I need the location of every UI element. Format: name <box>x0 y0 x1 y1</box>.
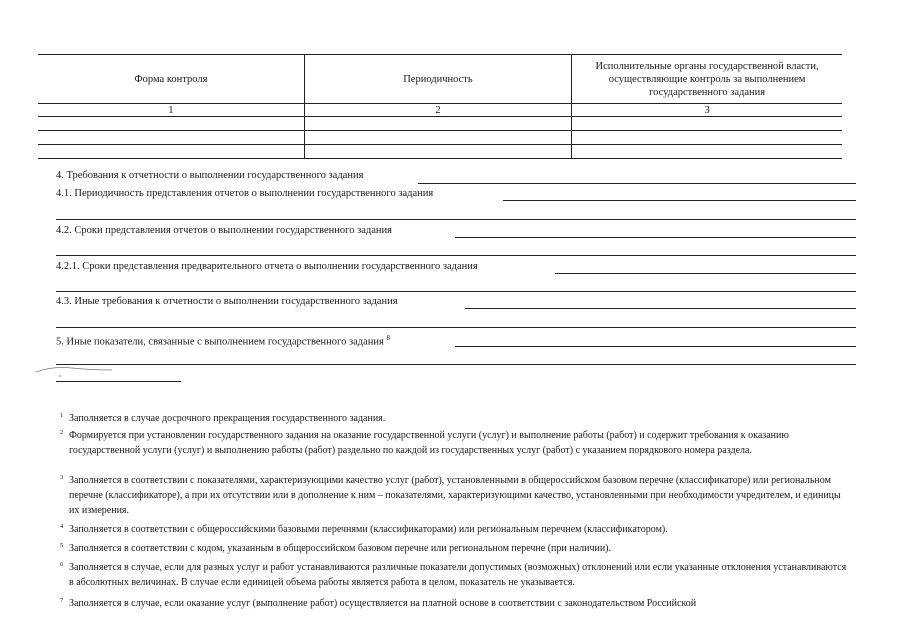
section-4-label: 4. Требования к отчетности о выполнении государственного задания <box>56 170 364 181</box>
section-4-2-1-label: 4.2.1. Сроки представления предварительного отчета о выполнении государственного задания <box>56 261 478 272</box>
header-periodicity: Периодичность <box>304 55 571 104</box>
column-number-2: 2 <box>304 104 571 117</box>
divider <box>56 364 856 365</box>
footnote-7: 7 Заполняется в случае, если оказание услуг (выполнение работ) осуществляется на платной основе в соответствии с законодательством Российской <box>60 597 697 609</box>
footnote-5: 5 Заполняется в соответствии с кодом, указанным в общероссийском базовом перечне или региональном перечне (при наличии). <box>60 542 612 554</box>
section-4-2-1-fill-line <box>555 273 856 274</box>
section-4-1-fill-line <box>503 200 856 201</box>
footnote-3: 3 Заполняется в соответствии с показателями, характеризующими качество услуг (работ), установленными в общероссийском базовом перечне (классификаторе) или региональном перечне (классификаторе), а при их отсутствии или в дополнение к ним – показателями, характеризующими качество, установленными при необходимости учредителем, и единицы их измерения. <box>60 474 841 516</box>
divider <box>56 327 856 328</box>
section-4-3-fill-line <box>465 308 856 309</box>
divider <box>56 291 856 292</box>
section-4-3-label: 4.3. Иные требования к отчетности о выполнении государственного задания <box>56 296 398 307</box>
header-control-form: Форма контроля <box>38 55 304 104</box>
footnote-2: 2 Формируется при установлении государственного задания на оказание государственной услуги (услуг) и выполнение работы (работ) и содержит требования к оказанию государственной услуги (услуг) и выполнению работы (работ) раздельно по каждой из государственных услуг (работ) с указанием порядкового номера раздела. <box>60 429 789 456</box>
section-4-2-fill-line <box>455 237 856 238</box>
scan-mark <box>32 358 122 380</box>
footnote-4: 4 Заполняется в соответствии с общероссийскими базовыми перечнями (классификаторами) или региональным перечнем (классификатором). <box>60 523 668 535</box>
table-row <box>38 145 842 159</box>
control-table <box>38 54 842 159</box>
section-5-fill-line <box>455 346 856 347</box>
section-4-fill-line <box>418 183 856 184</box>
footnote-6: 6 Заполняется в случае, если для разных услуг и работ устанавливаются различные показатели допустимых (возможных) отклонений или если указанные отклонения устанавливаются в абсолютных величинах. В случае если единицей объема работы является работа в целом, показатель не указывается. <box>60 561 847 588</box>
header-control-bodies: Исполнительные органы государственной власти, осуществляющие контроль за выполнением государственного задания <box>572 55 842 104</box>
divider <box>56 255 856 256</box>
table-row <box>38 131 842 145</box>
divider <box>56 219 856 220</box>
column-number-3: 3 <box>572 104 842 117</box>
section-5-label: 5. Иные показатели, связанные с выполнением государственного задания $^8$ <box>56 334 390 348</box>
column-number-1: 1 <box>38 104 304 117</box>
section-4-2-label: 4.2. Сроки представления отчетов о выполнении государственного задания <box>56 225 392 236</box>
footnote-separator <box>56 381 181 382</box>
section-4-1-label: 4.1. Периодичность представления отчетов о выполнении государственного задания <box>56 188 434 199</box>
table-row <box>38 117 842 131</box>
footnote-mark: 8 <box>386 334 390 342</box>
footnote-1: 1 Заполняется в случае досрочного прекращения государственного задания. <box>60 412 386 424</box>
